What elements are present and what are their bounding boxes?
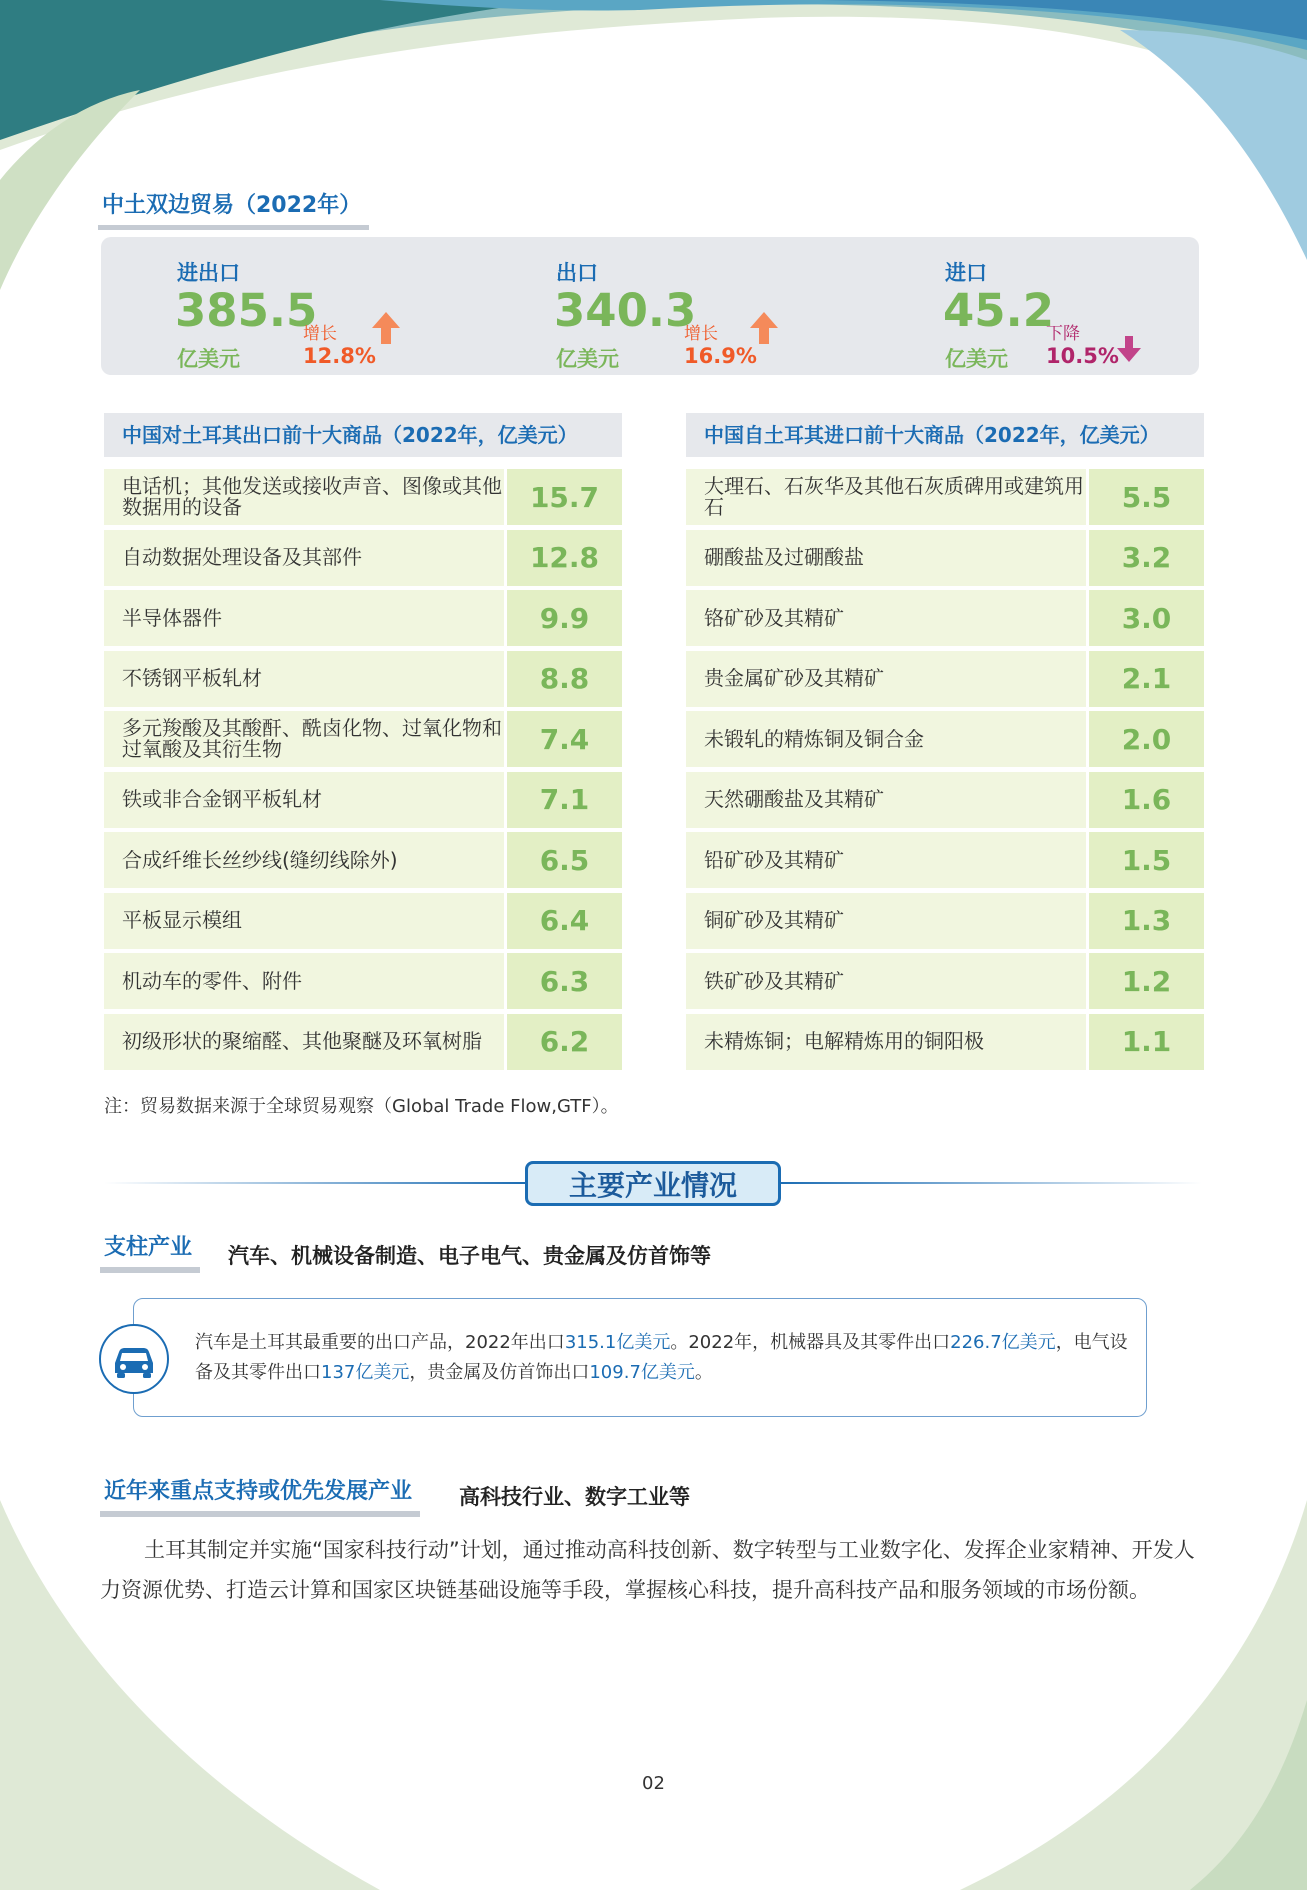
text-segment: 汽车是土耳其最重要的出口产品，2022年出口 <box>195 1332 565 1353</box>
summary-change-label: 增长 <box>684 324 718 344</box>
commodity-value: 6.2 <box>507 1014 622 1070</box>
up-arrow-icon <box>370 310 402 346</box>
summary-unit: 亿美元 <box>177 347 240 371</box>
commodity-value: 3.0 <box>1089 590 1204 646</box>
commodity-name: 未锻轧的精炼铜及铜合金 <box>686 711 1086 767</box>
commodity-name: 大理石、石灰华及其他石灰质碑用或建筑用石 <box>686 469 1086 525</box>
commodity-name: 半导体器件 <box>104 590 504 646</box>
commodity-value: 1.5 <box>1089 832 1204 888</box>
summary-change-label: 下降 <box>1046 324 1080 344</box>
commodity-name: 多元羧酸及其酸酐、酰卤化物、过氧化物和过氧酸及其衍生物 <box>104 711 504 767</box>
commodity-name: 铁矿砂及其精矿 <box>686 953 1086 1009</box>
summary-export <box>556 249 886 369</box>
summary-total <box>177 249 507 369</box>
text-segment: ，贵金属及仿首饰出口 <box>409 1362 590 1383</box>
text-segment: ，电气设备及其零件出口 <box>195 1332 1128 1383</box>
commodity-value: 12.8 <box>507 530 622 586</box>
table-row <box>686 893 1204 949</box>
commodity-value: 5.5 <box>1089 469 1204 525</box>
commodity-value: 1.6 <box>1089 772 1204 828</box>
commodity-name: 铅矿砂及其精矿 <box>686 832 1086 888</box>
commodity-name: 铁或非合金钢平板轧材 <box>104 772 504 828</box>
priority-industry-title: 近年来重点支持或优先发展产业 <box>100 1474 420 1517</box>
commodity-name: 未精炼铜；电解精炼用的铜阳极 <box>686 1014 1086 1070</box>
table-row <box>104 469 622 525</box>
table-row <box>686 530 1204 586</box>
summary-change-pct: 16.9% <box>684 344 757 368</box>
banner-divider-left <box>104 1182 528 1184</box>
commodity-value: 1.1 <box>1089 1014 1204 1070</box>
table-row <box>686 1014 1204 1070</box>
export-table-title: 中国对土耳其出口前十大商品（2022年，亿美元） <box>104 413 622 457</box>
summary-change-label: 增长 <box>303 324 337 344</box>
down-arrow-icon <box>1115 334 1143 364</box>
summary-label: 进出口 <box>177 261 240 285</box>
table-row <box>104 530 622 586</box>
commodity-value: 3.2 <box>1089 530 1204 586</box>
up-arrow-icon <box>748 310 780 346</box>
commodity-value: 9.9 <box>507 590 622 646</box>
table-row <box>686 590 1204 646</box>
table-row <box>104 651 622 707</box>
summary-change-pct: 12.8% <box>303 344 376 368</box>
banner-divider-right <box>778 1182 1202 1184</box>
table-row <box>104 772 622 828</box>
commodity-value: 2.0 <box>1089 711 1204 767</box>
commodity-name: 自动数据处理设备及其部件 <box>104 530 504 586</box>
commodity-value: 7.1 <box>507 772 622 828</box>
text-segment: 。 <box>694 1362 713 1383</box>
commodity-name: 天然硼酸盐及其精矿 <box>686 772 1086 828</box>
table-row <box>104 711 622 767</box>
commodity-name: 硼酸盐及过硼酸盐 <box>686 530 1086 586</box>
priority-industry-desc: 高科技行业、数字工业等 <box>459 1485 690 1509</box>
table-row <box>104 1014 622 1070</box>
highlight-figure: 315.1亿美元 <box>564 1332 671 1353</box>
commodity-name: 初级形状的聚缩醛、其他聚醚及环氧树脂 <box>104 1014 504 1070</box>
commodity-name: 铜矿砂及其精矿 <box>686 893 1086 949</box>
commodity-name: 铬矿砂及其精矿 <box>686 590 1086 646</box>
commodity-value: 6.5 <box>507 832 622 888</box>
summary-unit: 亿美元 <box>945 347 1008 371</box>
commodity-name: 电话机；其他发送或接收声音、图像或其他数据用的设备 <box>104 469 504 525</box>
pillar-industry-title: 支柱产业 <box>100 1230 200 1273</box>
table-row <box>104 893 622 949</box>
export-table <box>104 413 622 1058</box>
import-table-title: 中国自土耳其进口前十大商品（2022年，亿美元） <box>686 413 1204 457</box>
commodity-name: 机动车的零件、附件 <box>104 953 504 1009</box>
highlight-figure: 137亿美元 <box>321 1362 410 1383</box>
summary-change-pct: 10.5% <box>1046 344 1119 368</box>
summary-label: 出口 <box>556 261 598 285</box>
table-row <box>686 772 1204 828</box>
car-icon <box>97 1322 171 1396</box>
pillar-info-text <box>195 1328 1135 1388</box>
data-source-note: 注：贸易数据来源于全球贸易观察（Global Trade Flow,GTF）。 <box>104 1096 619 1117</box>
summary-value: 340.3 <box>554 284 697 337</box>
commodity-value: 1.3 <box>1089 893 1204 949</box>
table-row <box>686 651 1204 707</box>
summary-import <box>945 249 1275 369</box>
priority-paragraph: 土耳其制定并实施“国家科技行动”计划，通过推动高科技创新、数字转型与工业数字化、发挥企业家精神、开发人力资源优势、打造云计算和国家区块链基础设施等手段，掌握核心科技，提升高科技产品和服务领域的市场份额。 <box>100 1538 1195 1602</box>
pillar-industry-desc: 汽车、机械设备制造、电子电气、贵金属及仿首饰等 <box>228 1244 711 1268</box>
commodity-value: 2.1 <box>1089 651 1204 707</box>
table-row <box>104 590 622 646</box>
trade-section-title: 中土双边贸易（2022年） <box>98 186 369 230</box>
table-row <box>686 469 1204 525</box>
trade-summary-panel <box>101 237 1199 375</box>
table-row <box>104 953 622 1009</box>
commodity-value: 6.4 <box>507 893 622 949</box>
commodity-name: 合成纤维长丝纱线(缝纫线除外) <box>104 832 504 888</box>
commodity-name: 平板显示模组 <box>104 893 504 949</box>
commodity-value: 15.7 <box>507 469 622 525</box>
commodity-name: 贵金属矿砂及其精矿 <box>686 651 1086 707</box>
table-row <box>686 953 1204 1009</box>
table-row <box>104 832 622 888</box>
commodity-name: 不锈钢平板轧材 <box>104 651 504 707</box>
page-number: 02 <box>642 1773 665 1794</box>
text-segment: 。2022年，机械器具及其零件出口 <box>670 1332 951 1353</box>
summary-value: 45.2 <box>943 284 1055 337</box>
table-row <box>686 711 1204 767</box>
commodity-value: 6.3 <box>507 953 622 1009</box>
highlight-figure: 109.7亿美元 <box>589 1362 695 1383</box>
table-row <box>686 832 1204 888</box>
highlight-figure: 226.7亿美元 <box>950 1332 1056 1353</box>
commodity-value: 7.4 <box>507 711 622 767</box>
import-table <box>686 413 1204 1058</box>
commodity-value: 1.2 <box>1089 953 1204 1009</box>
summary-label: 进口 <box>945 261 987 285</box>
summary-value: 385.5 <box>175 284 318 337</box>
summary-unit: 亿美元 <box>556 347 619 371</box>
industry-section-banner: 主要产业情况 <box>525 1161 781 1206</box>
commodity-value: 8.8 <box>507 651 622 707</box>
